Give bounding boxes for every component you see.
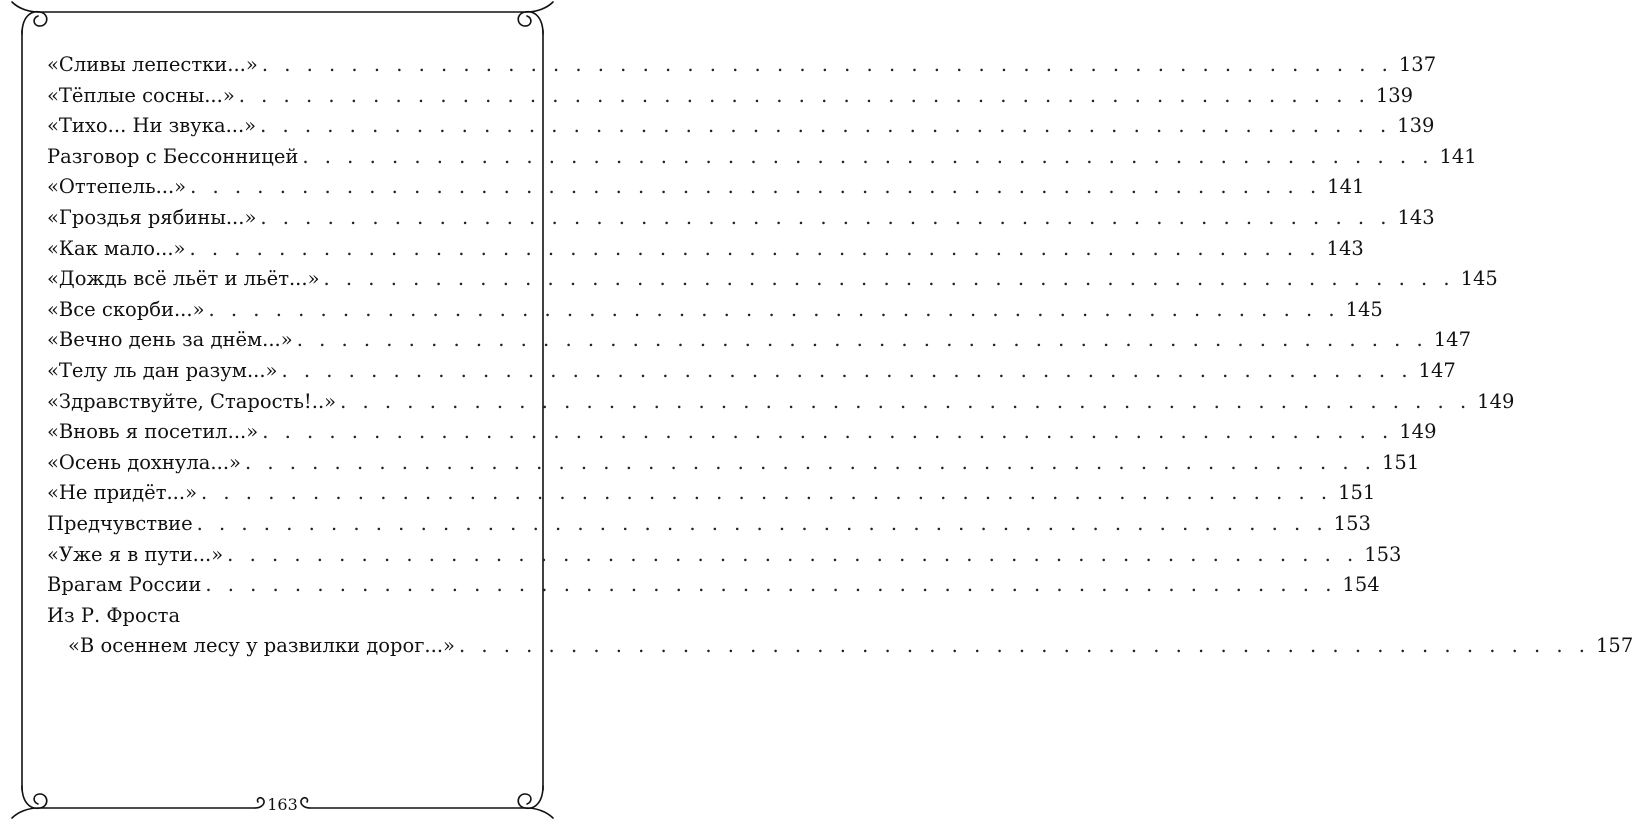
toc-entry-page: 145 bbox=[1460, 267, 1498, 291]
toc-entry-page: 151 bbox=[1338, 481, 1376, 505]
toc-entry-page: 153 bbox=[1333, 511, 1371, 535]
toc-section-heading bbox=[47, 601, 519, 632]
toc-entry-title: «Вечно день за днём...» bbox=[47, 328, 293, 352]
toc-entry-page: 141 bbox=[1439, 144, 1477, 168]
toc-entry-title: «Не придёт...» bbox=[47, 481, 198, 505]
toc-leader-dots: . . . . . . . . . . . . . . . . . . . . . . . . . . . . . . . . . . . . . . . . . . . . . . . . . . . bbox=[261, 53, 1393, 76]
toc-section-heading-text: Из Р. Фроста bbox=[47, 603, 181, 627]
toc-entry-title: Разговор с Бессонницей bbox=[47, 144, 299, 168]
toc-entry-page: 154 bbox=[1342, 573, 1380, 597]
toc-entry[interactable] bbox=[47, 50, 1437, 81]
toc-entry[interactable] bbox=[47, 448, 1420, 479]
toc-entry-page: 157 bbox=[1596, 634, 1633, 658]
toc-entry[interactable] bbox=[47, 172, 1365, 203]
toc-entry-title: «В осеннем лесу у развилки дорог...» bbox=[68, 634, 455, 658]
toc-entry[interactable] bbox=[47, 234, 1364, 265]
toc-entry[interactable] bbox=[47, 111, 1435, 142]
toc-entry[interactable] bbox=[47, 356, 1456, 387]
toc-entry-title: «Оттепель...» bbox=[47, 175, 187, 199]
toc-entry-page: 141 bbox=[1327, 175, 1365, 199]
toc-leader-dots: . . . . . . . . . . . . . . . . . . . . . . . . . . . . . . . . . . . . . . . . . . . . . . . . . . . bbox=[260, 114, 1392, 138]
toc-leader-dots: . . . . . . . . . . . . . . . . . . . . . . . . . . . . . . . . . . . . . . . . . . . . . . . . . . . bbox=[238, 83, 1370, 107]
table-of-contents bbox=[47, 50, 1633, 662]
toc-entry-page: 137 bbox=[1398, 53, 1437, 76]
toc-leader-dots: . . . . . . . . . . . . . . . . . . . . . . . . . . . . . . . . . . . . . . . . . . . . . . . . . . . bbox=[262, 420, 1394, 444]
toc-entry-title: «Гроздья рябины...» bbox=[47, 205, 257, 229]
toc-leader-dots: . . . . . . . . . . . . . . . . . . . . . . . . . . . . . . . . . . . . . . . . . . . . . . . . . . . bbox=[458, 634, 1591, 658]
toc-entry-page: 153 bbox=[1364, 542, 1402, 566]
toc-leader-dots: . . . . . . . . . . . . . . . . . . . . . . . . . . . . . . . . . . . . . . . . . . . . . . . . . . . bbox=[340, 389, 1472, 413]
toc-leader-dots: . . . . . . . . . . . . . . . . . . . . . . . . . . . . . . . . . . . . . . . . . . . . . . . . . . . bbox=[296, 328, 1428, 352]
toc-entry-title: «Здравствуйте, Старость!..» bbox=[47, 389, 337, 413]
toc-sub-entry[interactable] bbox=[47, 631, 1633, 662]
toc-leader-dots: . . . . . . . . . . . . . . . . . . . . . . . . . . . . . . . . . . . . . . . . . . . . . . . . . . . bbox=[208, 297, 1340, 321]
toc-leader-dots: . . . . . . . . . . . . . . . . . . . . . . . . . . . . . . . . . . . . . . . . . . . . . . . . . . . bbox=[205, 573, 1337, 597]
toc-entry-page: 139 bbox=[1397, 114, 1435, 138]
toc-entry-page: 139 bbox=[1375, 83, 1414, 107]
toc-entry[interactable] bbox=[47, 570, 1380, 601]
toc-entry[interactable] bbox=[47, 509, 1371, 540]
toc-entry-page: 143 bbox=[1397, 205, 1435, 229]
toc-leader-dots: . . . . . . . . . . . . . . . . . . . . . . . . . . . . . . . . . . . . . . . . . . . . . . . . . . . bbox=[302, 144, 1434, 168]
toc-entry[interactable] bbox=[47, 203, 1435, 234]
toc-entry[interactable] bbox=[47, 295, 1383, 326]
toc-leader-dots: . . . . . . . . . . . . . . . . . . . . . . . . . . . . . . . . . . . . . . . . . . . . . . . . . . . bbox=[227, 542, 1359, 566]
toc-entry-title: «Уже я в пути...» bbox=[47, 542, 224, 566]
toc-entry-page: 145 bbox=[1345, 297, 1383, 321]
toc-entry-title: «Сливы лепестки...» bbox=[47, 53, 258, 76]
toc-entry[interactable] bbox=[47, 142, 1477, 173]
toc-entry[interactable] bbox=[47, 325, 1471, 356]
toc-entry-title: «Тихо... Ни звука...» bbox=[47, 114, 257, 138]
toc-entry-title: Предчувствие bbox=[47, 511, 193, 535]
toc-entry-title: «Вновь я посетил...» bbox=[47, 420, 259, 444]
toc-entry[interactable] bbox=[47, 387, 1515, 418]
toc-entry-title: Врагам России bbox=[47, 573, 202, 597]
toc-leader-dots: . . . . . . . . . . . . . . . . . . . . . . . . . . . . . . . . . . . . . . . . . . . . . . . . . . . bbox=[196, 511, 1328, 535]
toc-entry[interactable] bbox=[47, 81, 1414, 112]
toc-entry[interactable] bbox=[47, 417, 1437, 448]
toc-leader-dots: . . . . . . . . . . . . . . . . . . . . . . . . . . . . . . . . . . . . . . . . . . . . . . . . . . . bbox=[190, 175, 1322, 199]
toc-leader-dots: . . . . . . . . . . . . . . . . . . . . . . . . . . . . . . . . . . . . . . . . . . . . . . . . . . . bbox=[260, 205, 1392, 229]
toc-entry-page: 147 bbox=[1433, 328, 1471, 352]
toc-entry-title: «Тёплые сосны...» bbox=[47, 83, 235, 107]
toc-leader-dots: . . . . . . . . . . . . . . . . . . . . . . . . . . . . . . . . . . . . . . . . . . . . . . . . . . . bbox=[323, 267, 1455, 291]
toc-entry-title: «Все скорби...» bbox=[47, 297, 205, 321]
toc-entry-page: 149 bbox=[1399, 420, 1437, 444]
toc-entry-title: «Как мало...» bbox=[47, 236, 186, 260]
toc-entry-page: 147 bbox=[1418, 358, 1456, 382]
toc-entry-title: «Дождь всё льёт и льёт...» bbox=[47, 267, 320, 291]
toc-entry-title: «Осень дохнула...» bbox=[47, 450, 241, 474]
toc-leader-dots: . . . . . . . . . . . . . . . . . . . . . . . . . . . . . . . . . . . . . . . . . . . . . . . . . . . bbox=[201, 481, 1333, 505]
toc-leader-dots: . . . . . . . . . . . . . . . . . . . . . . . . . . . . . . . . . . . . . . . . . . . . . . . . . . . bbox=[189, 236, 1321, 260]
toc-entry[interactable] bbox=[47, 264, 1498, 295]
toc-leader-dots: . . . . . . . . . . . . . . . . . . . . . . . . . . . . . . . . . . . . . . . . . . . . . . . . . . . bbox=[281, 358, 1413, 382]
toc-entry[interactable] bbox=[47, 478, 1376, 509]
toc-entry[interactable] bbox=[47, 540, 1402, 571]
page-number: 163 bbox=[267, 795, 298, 814]
toc-entry-page: 151 bbox=[1382, 450, 1420, 474]
toc-entry-page: 143 bbox=[1326, 236, 1364, 260]
toc-entry-page: 149 bbox=[1477, 389, 1515, 413]
toc-leader-dots: . . . . . . . . . . . . . . . . . . . . . . . . . . . . . . . . . . . . . . . . . . . . . . . . . . . bbox=[244, 450, 1377, 474]
toc-entry-title: «Телу ль дан разум...» bbox=[47, 358, 278, 382]
